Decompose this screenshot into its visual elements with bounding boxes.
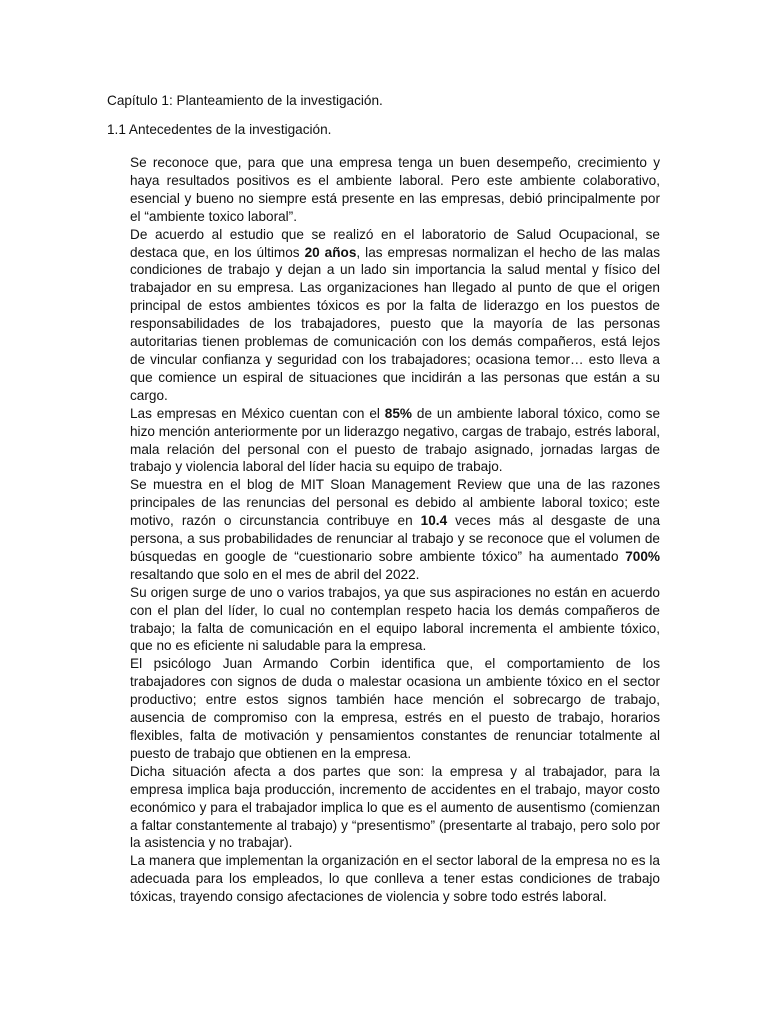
paragraph-5	[130, 584, 660, 656]
text-run: Las empresas en México cuentan con el	[130, 405, 385, 421]
paragraph-7	[130, 763, 660, 853]
text-run: Dicha situación afecta a dos partes que son: la empresa y al trabajador, para la empresa implica baja producción, incremento de accidentes en el trabajo, mayor costo económico y para el trabajador implica lo que es el aumento de ausentismo (comienzan a faltar constantemente al trabajo) y “presentismo” (presentarte al trabajo, pero solo por la asistencia y no trabajar).	[130, 763, 660, 851]
text-run: veces más al desgaste de una persona, a sus probabilidades de renunciar al trabajo y se reconoce que el volumen de búsquedas en google de “cuestionario sobre ambiente tóxico” ha aumentado	[130, 513, 660, 564]
paragraph-8	[130, 852, 660, 906]
text-run: Su origen surge de uno o varios trabajos, ya que sus aspiraciones no están en acuerdo con el plan del líder, lo cual no contemplan respeto hacia los demás compañeros de trabajo; la falta de comunicación en el equipo laboral incrementa el ambiente tóxico, que no es eficiente ni saludable para la empresa.	[130, 584, 660, 654]
paragraph-4	[130, 476, 660, 583]
text-run: Se reconoce que, para que una empresa tenga un buen desempeño, crecimiento y haya resultados positivos es el ambiente laboral. Pero este ambiente colaborativo, esencial y bueno no siempre está presente en las empresas, debió principalmente por el “ambiente toxico laboral”.	[130, 155, 660, 224]
text-run: El psicólogo Juan Armando Corbin identifica que, el comportamiento de los trabajadores con signos de duda o malestar ocasiona un ambiente tóxico en el sector productivo; entre estos signos también hace mención el sobrecargo de trabajo, ausencia de compromiso con la empresa, estrés en el puesto de trabajo, horarios flexibles, falta de motivación y pensamientos constantes de renunciar totalmente al puesto de trabajo que obtienen en la empresa.	[130, 656, 660, 761]
bold-text-run: 10.4	[420, 513, 448, 529]
paragraph-1	[130, 154, 660, 226]
bold-text-run: 700%	[625, 548, 660, 564]
section-title: 1.1 Antecedentes de la investigación.	[107, 122, 332, 137]
text-run: La manera que implementan la organización en el sector laboral de la empresa no es la adecuada para los empleados, lo que conlleva a tener estas condiciones de trabajo tóxicas, trayendo consigo afectaciones de violencia y sobre todo estrés laboral.	[130, 853, 660, 905]
text-run: Se muestra en el blog de MIT Sloan Management Review que una de las razones principales de las renuncias del personal es debido al ambiente laboral toxico; este motivo, razón o circunstancia contribuye en	[130, 477, 660, 529]
paragraph-2	[130, 226, 660, 405]
text-run: resaltando que solo en el mes de abril del 2022.	[130, 566, 420, 582]
chapter-title: Capítulo 1: Planteamiento de la investigación.	[107, 93, 383, 108]
body-text	[130, 154, 660, 906]
paragraph-3	[130, 405, 660, 477]
text-run: de un ambiente laboral tóxico, como se hizo mención anteriormente por un liderazgo negativo, cargas de trabajo, estrés laboral, mala relación del personal con el puesto de trabajo asignado, jornadas largas de trabajo y violencia laboral del líder hacia su equipo de trabajo.	[130, 405, 661, 475]
bold-text-run: 20 años	[304, 244, 357, 260]
bold-text-run: 85%	[384, 405, 413, 421]
text-run: , las empresas normalizan el hecho de las malas condiciones de trabajo y dejan a un lado sin importancia la salud mental y físico del trabajador en su empresa. Las organizaciones han llegado al punto de que el origen principal de estos ambientes tóxicos es por la falta de liderazgo en los puestos de responsabilidades de los trabajadores, puesto que la mayoría de las personas autoritarias tienen problemas de comunicación con los demás compañeros, está lejos de vincular confianza y seguridad con los trabajadores; ocasiona temor… esto lleva a que comience un espiral de situaciones que incidirán a las personas que están a su cargo.	[130, 244, 661, 403]
paragraph-6	[130, 655, 660, 762]
text-run: De acuerdo al estudio que se realizó en el laboratorio de Salud Ocupacional, se destaca que, en los últimos	[130, 226, 660, 260]
